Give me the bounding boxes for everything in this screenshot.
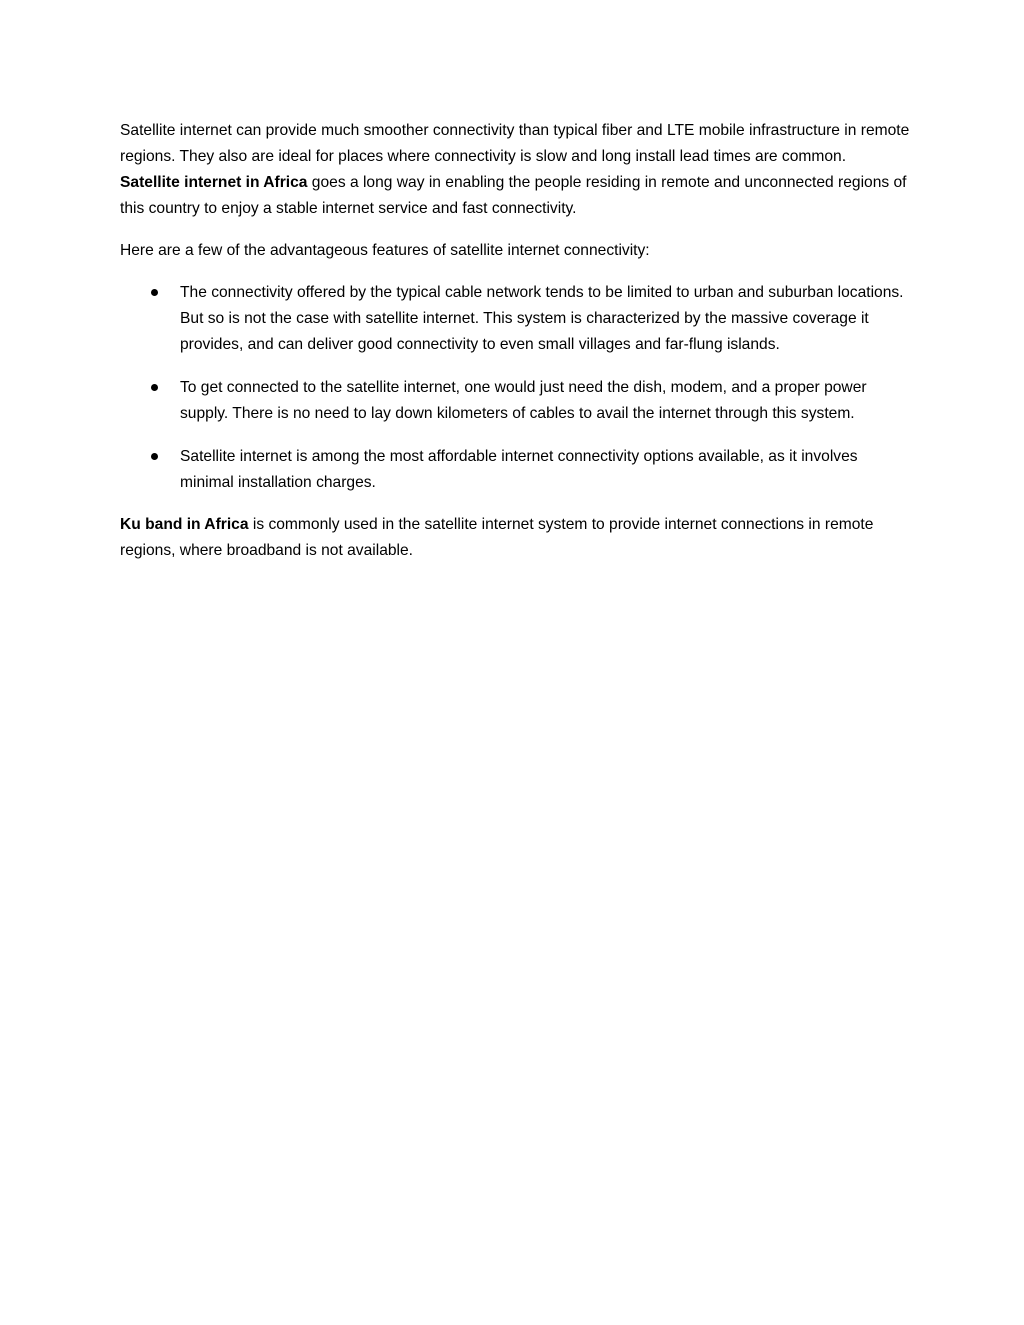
lead-in-paragraph: Here are a few of the advantageous features of satellite internet connectivity:	[120, 242, 650, 259]
closing-paragraph	[120, 512, 910, 564]
list-item	[120, 375, 910, 427]
intro-bold-keyword: Satellite internet in Africa	[120, 174, 308, 191]
intro-text-2: goes a long way in enabling the people residing in remote and unconnected regions of this country to enjoy a stable internet service and fast connectivity.	[120, 174, 907, 217]
closing-text: is commonly used in the satellite internet system to provide internet connections in remote regions, where broadband is not available.	[120, 516, 874, 559]
bullet-icon	[151, 289, 158, 296]
list-item	[120, 280, 910, 358]
list-item-text: Satellite internet is among the most affordable internet connectivity options available, as it involves minimal installation charges.	[180, 448, 858, 491]
document-page	[120, 118, 910, 580]
list-item-text: The connectivity offered by the typical cable network tends to be limited to urban and suburban locations. But so is not the case with satellite internet. This system is characterized by the massive coverage it provides, and can deliver good connectivity to even small villages and far-flung islands.	[180, 284, 904, 353]
list-item-text: To get connected to the satellite internet, one would just need the dish, modem, and a proper power supply. There is no need to lay down kilometers of cables to avail the internet through this system.	[180, 379, 867, 422]
closing-bold-keyword: Ku band in Africa	[120, 516, 249, 533]
intro-paragraph	[120, 118, 910, 222]
bullet-icon	[151, 384, 158, 391]
features-list	[120, 280, 910, 496]
intro-text-1: Satellite internet can provide much smoother connectivity than typical fiber and LTE mobile infrastructure in remote regions. They also are ideal for places where connectivity is slow and long install lead times are common.	[120, 122, 910, 165]
bullet-icon	[151, 453, 158, 460]
list-item	[120, 444, 910, 496]
